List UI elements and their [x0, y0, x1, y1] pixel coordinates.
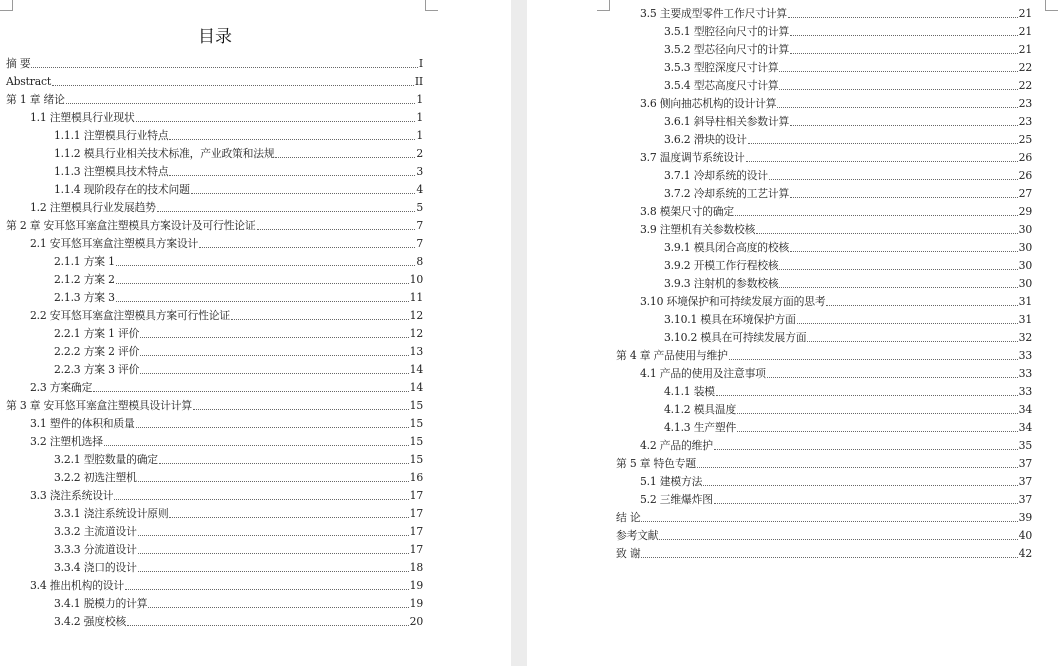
- toc-entry[interactable]: [640, 151, 1032, 165]
- toc-entry-label: 1.2 注塑模具行业发展趋势: [30, 201, 156, 214]
- toc-entry-page: 32: [1018, 331, 1032, 344]
- toc-entry-page: 29: [1018, 205, 1032, 218]
- toc-dot-leader: [169, 517, 408, 518]
- toc-dot-leader: [790, 251, 1018, 252]
- toc-entry-label: 3.9 注塑机有关参数校核: [640, 223, 756, 236]
- toc-entry[interactable]: [30, 111, 423, 125]
- toc-dot-leader: [127, 625, 409, 626]
- toc-entry[interactable]: [6, 93, 423, 107]
- toc-entry[interactable]: [30, 201, 423, 215]
- right-page: [527, 0, 1060, 666]
- toc-entry-page: 10: [409, 273, 423, 286]
- toc-dot-leader: [66, 103, 416, 104]
- toc-entry[interactable]: [664, 421, 1032, 435]
- toc-dot-leader: [779, 89, 1017, 90]
- toc-entry-label: 3.3.1 浇注系统设计原则: [54, 507, 169, 520]
- toc-dot-leader: [807, 341, 1017, 342]
- toc-entry[interactable]: [616, 349, 1032, 363]
- toc-entry-page: 14: [409, 363, 423, 376]
- toc-dot-leader: [191, 193, 416, 194]
- toc-entry[interactable]: [30, 417, 423, 431]
- toc-entry[interactable]: [640, 97, 1032, 111]
- toc-entry[interactable]: [664, 241, 1032, 255]
- toc-entry[interactable]: [616, 457, 1032, 471]
- toc-dot-leader: [157, 211, 416, 212]
- toc-entry-page: 21: [1018, 7, 1032, 20]
- toc-entry[interactable]: [640, 367, 1032, 381]
- toc-dot-leader: [790, 35, 1018, 36]
- toc-entry-page: 20: [409, 615, 423, 628]
- toc-entry[interactable]: [54, 363, 423, 377]
- toc-entry-page: 37: [1018, 457, 1032, 470]
- toc-entry-label: 1.1.4 现阶段存在的技术问题: [54, 183, 190, 196]
- toc-entry-page: 37: [1018, 475, 1032, 488]
- toc-dot-leader: [116, 283, 409, 284]
- toc-entry[interactable]: [664, 313, 1032, 327]
- toc-entry-page: 19: [409, 597, 423, 610]
- toc-entry[interactable]: [6, 57, 423, 71]
- toc-entry-label: 3.7 温度调节系统设计: [640, 151, 745, 164]
- toc-entry[interactable]: [54, 453, 423, 467]
- toc-dot-leader: [777, 107, 1017, 108]
- toc-entry-page: 26: [1018, 151, 1032, 164]
- toc-entry-label: 3.2.2 初选注塑机: [54, 471, 137, 484]
- toc-entry-page: 23: [1018, 115, 1032, 128]
- toc-entry-page: 4: [416, 183, 423, 196]
- toc-dot-leader: [641, 521, 1017, 522]
- toc-entry[interactable]: [54, 525, 423, 539]
- toc-entry-page: 3: [416, 165, 423, 178]
- toc-entry-page: 33: [1018, 385, 1032, 398]
- toc-entry-label: 2.1.1 方案 1: [54, 255, 115, 268]
- toc-entry-label: 4.1.1 装模: [664, 385, 715, 398]
- toc-entry-page: 19: [409, 579, 423, 592]
- toc-entry-page: 39: [1018, 511, 1032, 524]
- toc-dot-leader: [641, 557, 1017, 558]
- toc-dot-leader: [193, 409, 409, 410]
- toc-entry-label: 2.2.3 方案 3 评价: [54, 363, 140, 376]
- toc-entry-page: 30: [1018, 241, 1032, 254]
- toc-entry[interactable]: [54, 543, 423, 557]
- toc-entry[interactable]: [30, 237, 423, 251]
- toc-entry[interactable]: [664, 133, 1032, 147]
- toc-dot-leader: [138, 553, 409, 554]
- toc-entry[interactable]: [54, 471, 423, 485]
- toc-dot-leader: [116, 265, 416, 266]
- toc-entry-page: 15: [409, 453, 423, 466]
- toc-entry-label: 3.5 主要成型零件工作尺寸计算: [640, 7, 787, 20]
- toc-dot-leader: [140, 337, 408, 338]
- toc-dot-leader: [659, 539, 1017, 540]
- toc-dot-leader: [257, 229, 416, 230]
- toc-entry[interactable]: [664, 79, 1032, 93]
- toc-entry-label: 3.6 侧向抽芯机构的设计计算: [640, 97, 777, 110]
- toc-entry[interactable]: [6, 219, 423, 233]
- toc-entry-label: 3.6.1 斜导柱相关参数计算: [664, 115, 790, 128]
- toc-dot-leader: [756, 233, 1017, 234]
- toc-entry-page: 16: [409, 471, 423, 484]
- toc-entry-label: Abstract: [6, 75, 51, 88]
- toc-dot-leader: [31, 67, 417, 68]
- toc-dot-leader: [729, 359, 1018, 360]
- toc-entry[interactable]: [30, 489, 423, 503]
- toc-entry-page: 40: [1018, 529, 1032, 542]
- toc-entry-page: 37: [1018, 493, 1032, 506]
- toc-dot-leader: [714, 503, 1018, 504]
- toc-entry-page: 14: [409, 381, 423, 394]
- toc-entry[interactable]: [6, 75, 423, 89]
- toc-entry-page: 22: [1018, 61, 1032, 74]
- toc-entry-label: 3.4 推出机构的设计: [30, 579, 124, 592]
- toc-dot-leader: [169, 139, 415, 140]
- toc-entry-label: 1.1.3 注塑模具技术特点: [54, 165, 169, 178]
- toc-entry[interactable]: [54, 291, 423, 305]
- toc-entry-page: 42: [1018, 547, 1032, 560]
- toc-entry-page: 34: [1018, 403, 1032, 416]
- toc-dot-leader: [116, 301, 409, 302]
- toc-entry-label: 3.8 模架尺寸的确定: [640, 205, 734, 218]
- toc-entry-label: 1.1.1 注塑模具行业特点: [54, 129, 169, 142]
- toc-entry-label: 3.9.1 模具闭合高度的校核: [664, 241, 790, 254]
- toc-entry[interactable]: [664, 115, 1032, 129]
- toc-entry[interactable]: [616, 547, 1032, 561]
- toc-entry-page: 12: [409, 309, 423, 322]
- toc-dot-leader: [136, 121, 416, 122]
- toc-dot-leader: [169, 175, 415, 176]
- toc-entry-label: 2.1.2 方案 2: [54, 273, 115, 286]
- toc-entry[interactable]: [54, 183, 423, 197]
- toc-dot-leader: [748, 143, 1018, 144]
- toc-entry-label: 3.3.4 浇口的设计: [54, 561, 137, 574]
- toc-dot-leader: [138, 571, 409, 572]
- toc-entry-page: 15: [409, 417, 423, 430]
- toc-dot-leader: [52, 85, 414, 86]
- toc-entry-label: 2.3 方案确定: [30, 381, 93, 394]
- toc-entry-label: 第 1 章 绪论: [6, 93, 65, 106]
- toc-dot-leader: [697, 467, 1018, 468]
- toc-entry-page: 17: [409, 507, 423, 520]
- toc-entry[interactable]: [54, 345, 423, 359]
- toc-dot-leader: [767, 377, 1018, 378]
- toc-entry-page: 27: [1018, 187, 1032, 200]
- toc-entry-page: II: [414, 75, 423, 88]
- toc-entry-page: 21: [1018, 25, 1032, 38]
- toc-entry-label: 3.4.2 强度校核: [54, 615, 127, 628]
- toc-entry[interactable]: [640, 493, 1032, 507]
- toc-entry-page: 15: [409, 399, 423, 412]
- toc-dot-leader: [159, 463, 409, 464]
- toc-entry-page: 23: [1018, 97, 1032, 110]
- toc-entry-page: 33: [1018, 367, 1032, 380]
- toc-entry-page: 7: [416, 219, 423, 232]
- toc-dot-leader: [714, 449, 1018, 450]
- toc-dot-leader: [703, 485, 1017, 486]
- toc-dot-leader: [779, 71, 1017, 72]
- toc-entry[interactable]: [640, 223, 1032, 237]
- toc-entry-page: 21: [1018, 43, 1032, 56]
- toc-entry[interactable]: [664, 187, 1032, 201]
- toc-entry-page: 1: [416, 129, 423, 142]
- toc-entry-label: 3.1 塑件的体积和质量: [30, 417, 135, 430]
- toc-entry-page: 22: [1018, 79, 1032, 92]
- toc-dot-leader: [125, 589, 409, 590]
- toc-entry[interactable]: [54, 597, 423, 611]
- toc-entry-label: 5.2 三维爆炸图: [640, 493, 713, 506]
- toc-dot-leader: [716, 395, 1018, 396]
- toc-entry[interactable]: [640, 295, 1032, 309]
- toc-dot-leader: [790, 125, 1018, 126]
- toc-entry-label: 3.6.2 滑块的设计: [664, 133, 747, 146]
- toc-entry[interactable]: [54, 507, 423, 521]
- toc-entry-label: 致 谢: [616, 547, 641, 560]
- toc-entry-label: 3.10 环境保护和可持续发展方面的思考: [640, 295, 826, 308]
- toc-entry-label: 结 论: [616, 511, 641, 524]
- toc-entry-label: 3.10.2 模具在可持续发展方面: [664, 331, 807, 344]
- toc-dot-leader: [136, 427, 409, 428]
- toc-entry-page: 34: [1018, 421, 1032, 434]
- toc-entry[interactable]: [664, 277, 1032, 291]
- toc-entry-page: 2: [416, 147, 423, 160]
- toc-dot-leader: [93, 391, 408, 392]
- toc-dot-leader: [199, 247, 415, 248]
- toc-entry-label: 2.2.1 方案 1 评价: [54, 327, 140, 340]
- toc-entry-page: 31: [1018, 313, 1032, 326]
- toc-entry-page: 13: [409, 345, 423, 358]
- toc-dot-leader: [735, 215, 1018, 216]
- toc-entry-page: 7: [416, 237, 423, 250]
- toc-entry[interactable]: [664, 25, 1032, 39]
- toc-entry-label: 第 2 章 安耳悠耳塞盒注塑模具方案设计及可行性论证: [6, 219, 256, 232]
- toc-entry-label: 1.1 注塑模具行业现状: [30, 111, 135, 124]
- toc-entry[interactable]: [616, 529, 1032, 543]
- toc-title: 目录: [198, 27, 232, 47]
- toc-entry-page: 1: [416, 93, 423, 106]
- toc-list-right: [527, 0, 1060, 666]
- toc-entry[interactable]: [640, 475, 1032, 489]
- toc-entry-page: 26: [1018, 169, 1032, 182]
- toc-entry-page: 1: [416, 111, 423, 124]
- left-page: [0, 0, 511, 666]
- toc-dot-leader: [138, 535, 409, 536]
- toc-entry-label: 第 4 章 产品使用与维护: [616, 349, 728, 362]
- toc-entry[interactable]: [30, 435, 423, 449]
- toc-entry-label: 4.1.2 模具温度: [664, 403, 737, 416]
- toc-entry-page: 5: [416, 201, 423, 214]
- toc-entry-page: 17: [409, 525, 423, 538]
- toc-entry-label: 2.1 安耳悠耳塞盒注塑模具方案设计: [30, 237, 199, 250]
- toc-entry-page: 17: [409, 543, 423, 556]
- toc-dot-leader: [737, 431, 1018, 432]
- toc-dot-leader: [737, 413, 1018, 414]
- toc-entry-label: 3.5.1 型腔径向尺寸的计算: [664, 25, 790, 38]
- toc-entry-label: 3.3.3 分流道设计: [54, 543, 137, 556]
- toc-entry-label: 5.1 建模方法: [640, 475, 703, 488]
- toc-dot-leader: [148, 607, 408, 608]
- toc-entry-label: 3.5.2 型芯径向尺寸的计算: [664, 43, 790, 56]
- toc-entry[interactable]: [664, 403, 1032, 417]
- toc-entry-page: 30: [1018, 223, 1032, 236]
- toc-entry-label: 摘 要: [6, 57, 31, 70]
- toc-entry-label: 4.2 产品的维护: [640, 439, 713, 452]
- toc-entry[interactable]: [54, 273, 423, 287]
- toc-dot-leader: [275, 157, 415, 158]
- toc-entry-label: 3.9.3 注射机的参数校核: [664, 277, 779, 290]
- toc-entry-label: 3.9.2 开模工作行程校核: [664, 259, 779, 272]
- toc-entry-label: 2.1.3 方案 3: [54, 291, 115, 304]
- toc-dot-leader: [779, 269, 1017, 270]
- toc-entry-label: 2.2 安耳悠耳塞盒注塑模具方案可行性论证: [30, 309, 230, 322]
- toc-entry[interactable]: [54, 615, 423, 629]
- toc-entry[interactable]: [664, 385, 1032, 399]
- toc-entry-page: 33: [1018, 349, 1032, 362]
- toc-entry-label: 3.3.2 主流道设计: [54, 525, 137, 538]
- toc-entry-page: 30: [1018, 259, 1032, 272]
- toc-entry-page: 30: [1018, 277, 1032, 290]
- toc-entry-page: 18: [409, 561, 423, 574]
- page-gutter: [511, 0, 527, 666]
- toc-entry-label: 3.2.1 型腔数量的确定: [54, 453, 158, 466]
- toc-entry[interactable]: [30, 381, 423, 395]
- toc-entry-label: 3.4.1 脱模力的计算: [54, 597, 148, 610]
- toc-dot-leader: [140, 373, 408, 374]
- toc-entry[interactable]: [664, 169, 1032, 183]
- toc-dot-leader: [779, 287, 1017, 288]
- toc-entry-label: 3.5.4 型芯高度尺寸计算: [664, 79, 779, 92]
- toc-entry-page: I: [418, 57, 423, 70]
- toc-dot-leader: [797, 323, 1018, 324]
- toc-entry[interactable]: [30, 579, 423, 593]
- toc-entry[interactable]: [664, 61, 1032, 75]
- toc-entry-label: 4.1 产品的使用及注意事项: [640, 367, 766, 380]
- toc-entry[interactable]: [640, 439, 1032, 453]
- toc-entry[interactable]: [6, 399, 423, 413]
- toc-dot-leader: [790, 53, 1018, 54]
- toc-entry-label: 2.2.2 方案 2 评价: [54, 345, 140, 358]
- toc-dot-leader: [114, 499, 408, 500]
- toc-list-left: [0, 0, 511, 666]
- toc-entry-label: 参考文献: [616, 529, 659, 542]
- toc-entry-page: 31: [1018, 295, 1032, 308]
- toc-dot-leader: [140, 355, 408, 356]
- toc-entry-page: 17: [409, 489, 423, 502]
- toc-entry-page: 15: [409, 435, 423, 448]
- toc-entry[interactable]: [664, 259, 1032, 273]
- toc-entry-label: 1.1.2 模具行业相关技术标准，产业政策和法规: [54, 147, 275, 160]
- toc-dot-leader: [769, 179, 1018, 180]
- toc-entry[interactable]: [640, 205, 1032, 219]
- toc-entry-page: 35: [1018, 439, 1032, 452]
- toc-entry[interactable]: [54, 561, 423, 575]
- toc-entry[interactable]: [664, 43, 1032, 57]
- toc-entry-label: 3.5.3 型腔深度尺寸计算: [664, 61, 779, 74]
- toc-dot-leader: [826, 305, 1017, 306]
- toc-dot-leader: [790, 197, 1018, 198]
- toc-entry-page: 25: [1018, 133, 1032, 146]
- toc-entry-page: 8: [416, 255, 423, 268]
- toc-entry-label: 3.3 浇注系统设计: [30, 489, 114, 502]
- toc-entry[interactable]: [54, 147, 423, 161]
- toc-entry[interactable]: [30, 309, 423, 323]
- toc-entry[interactable]: [664, 331, 1032, 345]
- toc-entry-label: 第 5 章 特色专题: [616, 457, 696, 470]
- toc-entry-label: 3.2 注塑机选择: [30, 435, 103, 448]
- toc-entry-label: 第 3 章 安耳悠耳塞盒注塑模具设计计算: [6, 399, 192, 412]
- toc-entry[interactable]: [616, 511, 1032, 525]
- toc-entry-label: 3.10.1 模具在环境保护方面: [664, 313, 796, 326]
- toc-entry-page: 12: [409, 327, 423, 340]
- toc-entry[interactable]: [54, 327, 423, 341]
- toc-entry-label: 4.1.3 生产塑件: [664, 421, 737, 434]
- toc-entry-label: 3.7.2 冷却系统的工艺计算: [664, 187, 790, 200]
- toc-entry[interactable]: [640, 7, 1032, 21]
- toc-dot-leader: [104, 445, 409, 446]
- toc-entry-page: 11: [409, 291, 423, 304]
- toc-dot-leader: [788, 17, 1018, 18]
- toc-entry[interactable]: [54, 129, 423, 143]
- toc-entry[interactable]: [54, 165, 423, 179]
- toc-dot-leader: [746, 161, 1018, 162]
- toc-entry-label: 3.7.1 冷却系统的设计: [664, 169, 768, 182]
- toc-dot-leader: [231, 319, 409, 320]
- toc-dot-leader: [138, 481, 409, 482]
- toc-entry[interactable]: [54, 255, 423, 269]
